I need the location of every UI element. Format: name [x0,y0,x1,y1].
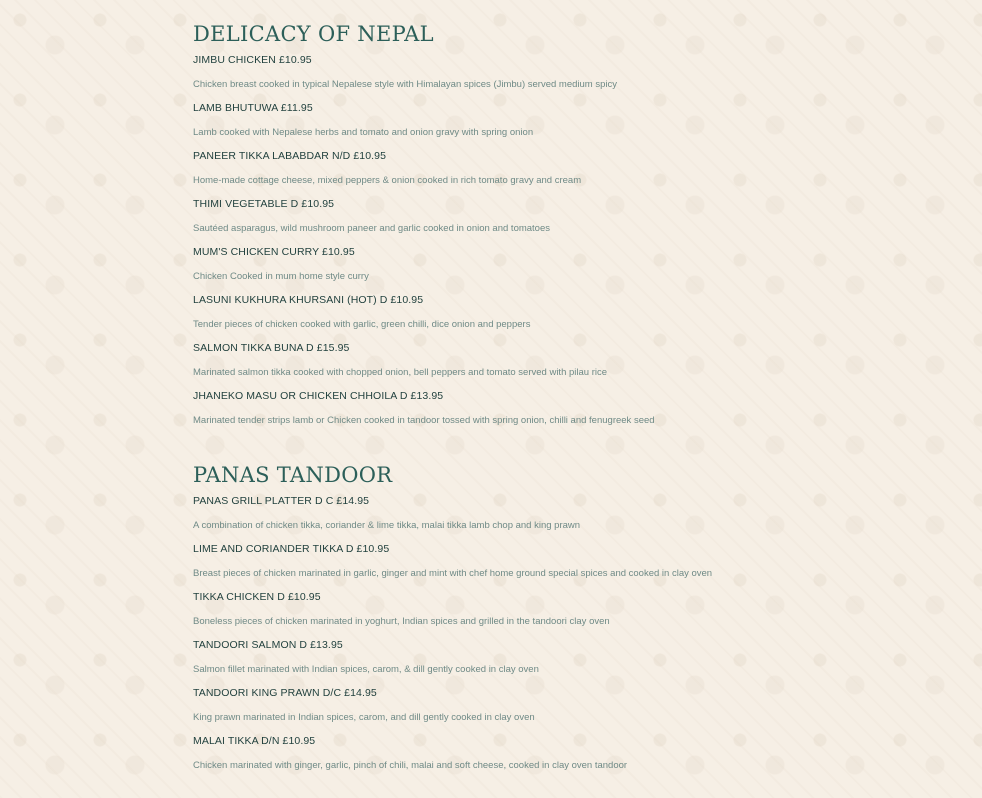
menu-item-description: Tender pieces of chicken cooked with garlic, green chilli, dice onion and peppers [193,319,531,330]
menu-item-description: Lamb cooked with Nepalese herbs and tomato and onion gravy with spring onion [193,127,534,138]
menu-item-description: Salmon fillet marinated with Indian spices, carom, & dill gently cooked in clay oven [193,664,539,675]
menu-item-name: TANDOORI SALMON D £13.95 [193,639,343,651]
section-title: PANAS TANDOOR [193,463,393,487]
menu-item [193,246,953,294]
menu-item-name: MALAI TIKKA D/N £10.95 [193,735,316,747]
menu-item [193,54,953,102]
menu-item [193,390,953,438]
menu-item [193,150,953,198]
menu-item-name: LAMB BHUTUWA £11.95 [193,102,313,114]
menu-item-name: MUM'S CHICKEN CURRY £10.95 [193,246,355,258]
menu-item-name: THIMI VEGETABLE D £10.95 [193,198,335,210]
menu-items [193,54,953,438]
menu-item-description: Breast pieces of chicken marinated in garlic, ginger and mint with chef home ground special spices and cooked in clay oven [193,568,713,579]
menu-item-name: TANDOORI KING PRAWN D/C £14.95 [193,687,377,699]
menu-item [193,687,953,735]
menu-item-name: PANAS GRILL PLATTER D C £14.95 [193,495,370,507]
menu-item-description: Chicken Cooked in mum home style curry [193,271,369,282]
menu-item [193,639,953,687]
menu-item-name: JHANEKO MASU OR CHICKEN CHHOILA D £13.95 [193,390,444,402]
menu-item-description: Sautéed asparagus, wild mushroom paneer and garlic cooked in onion and tomatoes [193,223,551,234]
menu-item-description: Boneless pieces of chicken marinated in yoghurt, Indian spices and grilled in the tandoori clay oven [193,616,610,627]
menu-item-description: Chicken marinated with ginger, garlic, pinch of chili, malai and soft cheese, cooked in clay oven tandoor [193,760,628,771]
menu-items [193,495,953,783]
menu-item [193,735,953,783]
menu-item-description: Marinated tender strips lamb or Chicken cooked in tandoor tossed with spring onion, chilli and fenugreek seed [193,415,655,426]
menu-item-name: LIME AND CORIANDER TIKKA D £10.95 [193,543,390,555]
menu-item-description: Home-made cottage cheese, mixed peppers & onion cooked in rich tomato gravy and cream [193,175,582,186]
menu-item-name: JIMBU CHICKEN £10.95 [193,54,312,66]
section-title: DELICACY OF NEPAL [193,22,434,46]
menu-item [193,294,953,342]
menu-item-name: LASUNI KUKHURA KHURSANI (HOT) D £10.95 [193,294,424,306]
menu-item-description: Marinated salmon tikka cooked with chopped onion, bell peppers and tomato served with pilau rice [193,367,608,378]
menu-item-description: Chicken breast cooked in typical Nepalese style with Himalayan spices (Jimbu) served medium spicy [193,79,617,90]
menu-item [193,543,953,591]
menu-item [193,102,953,150]
menu [193,20,953,783]
menu-item-name: PANEER TIKKA LABABDAR N/D £10.95 [193,150,387,162]
menu-item-description: A combination of chicken tikka, coriander & lime tikka, malai tikka lamb chop and king prawn [193,520,581,531]
menu-item-name: TIKKA CHICKEN D £10.95 [193,591,321,603]
menu-item [193,342,953,390]
menu-item-description: King prawn marinated in Indian spices, carom, and dill gently cooked in clay oven [193,712,535,723]
menu-item-name: SALMON TIKKA BUNA D £15.95 [193,342,350,354]
menu-item [193,198,953,246]
menu-item [193,591,953,639]
menu-section-delicacy-of-nepal [193,20,953,438]
menu-section-panas-tandoor [193,461,953,783]
menu-item [193,495,953,543]
